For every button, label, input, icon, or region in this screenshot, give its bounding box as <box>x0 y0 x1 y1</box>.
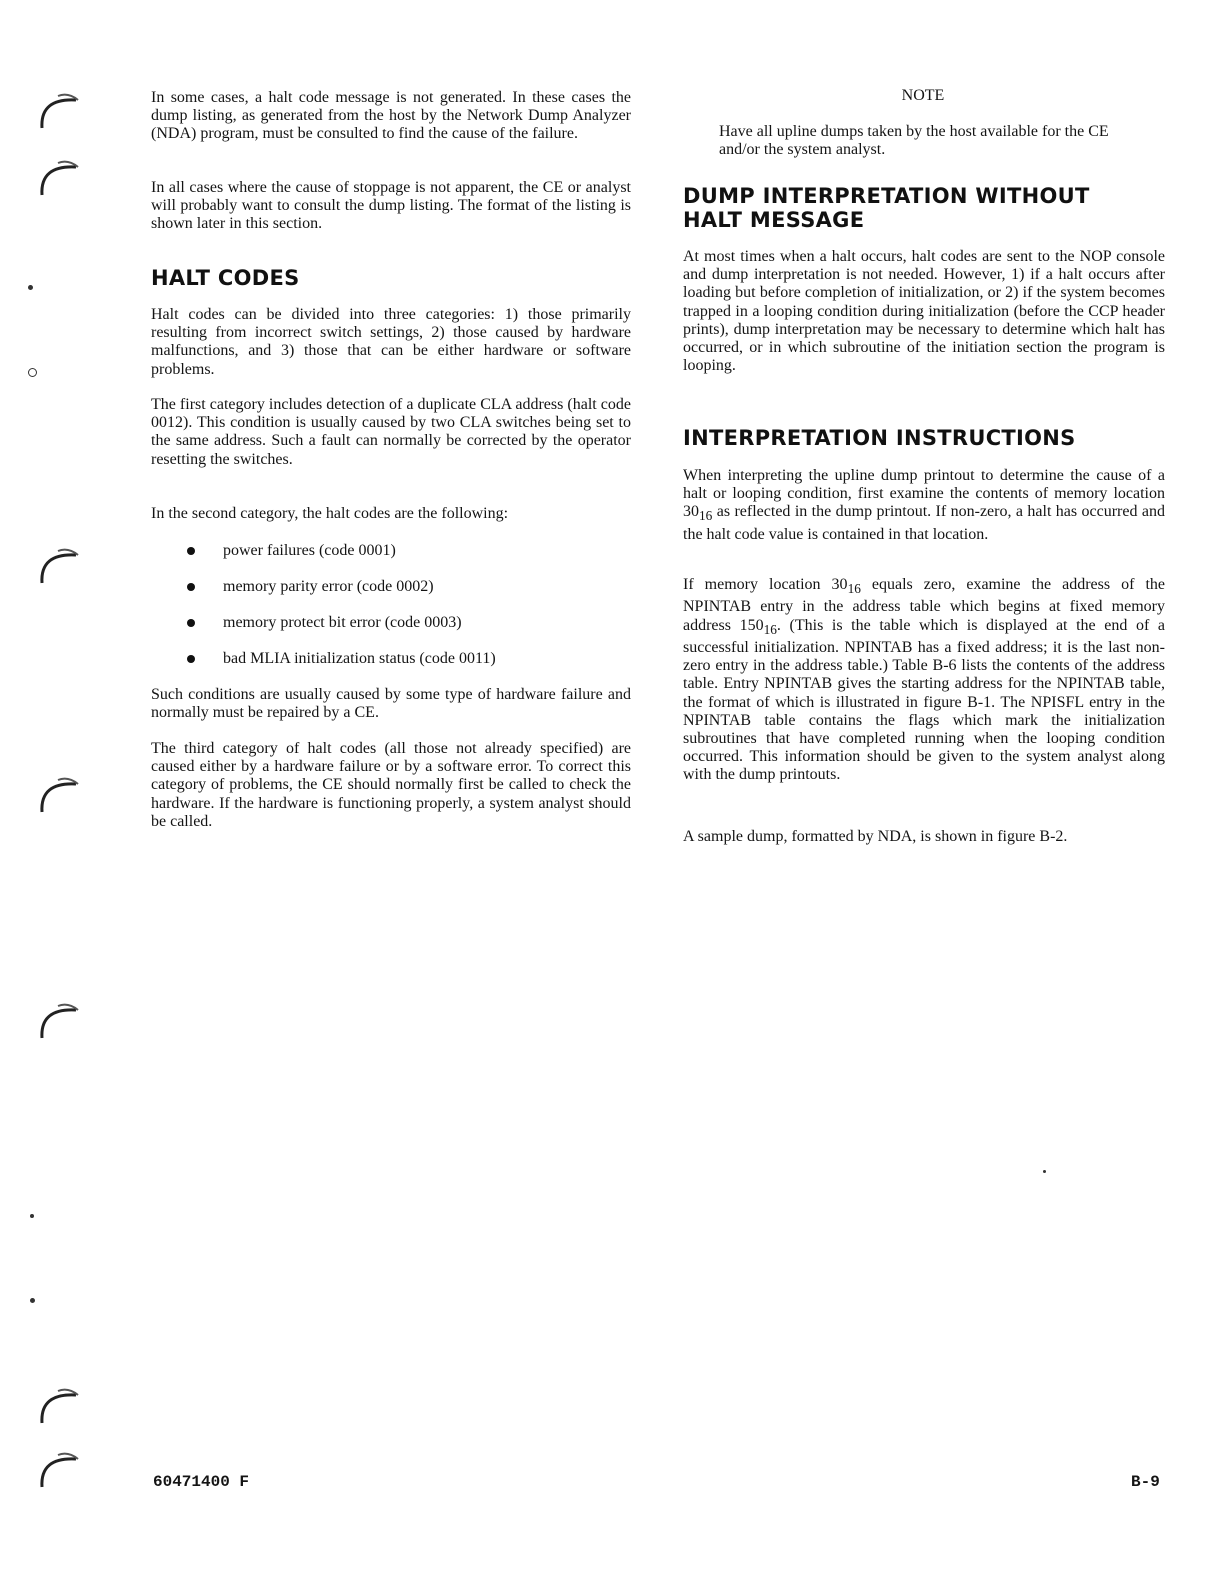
punch-hole-mark <box>36 772 82 816</box>
note-text: Have all upline dumps taken by the host available for the CE and/or the system analyst. <box>719 123 1109 159</box>
categories-paragraph: Halt codes can be divided into three categories: 1) those primarily resulting from incorrect switch settings, 2) those caused by hardware malfunctions, and 3) those that can be either hardware or software problems. <box>151 306 631 378</box>
list-item <box>151 614 631 650</box>
npintab-paragraph: If memory location $30_{16}$ equals zero, examine the address of the NPINTAB entry in the address table which begins at fixed memory address $150_{16}$. (This is the table which is displayed at the end of a successful initialization. NPINTAB has a fixed address; it is the last non-zero entry in the address table.) Table B-6 lists the contents of the address table. Entry NPINTAB gives the starting address for the NPINTAB table, the format of which is illustrated in figure B-1. The NPISFL entry in the NPINTAB table contains the flags which mark the initialization subroutines that have completed running when the looping condition occurred. This information should be given to the system analyst along with the dump printouts. <box>683 576 1165 784</box>
scan-speck <box>30 1214 34 1218</box>
page-number: B-9 <box>1131 1473 1160 1491</box>
halt-code-list <box>151 542 631 686</box>
list-item-text: bad MLIA initialization status (code 0011) <box>223 650 496 667</box>
intro-paragraph: In some cases, a halt code message is not generated. In these cases the dump listing, as generated from the host by the Network Dump Analyzer (NDA) program, must be consulted to find the cause of the failure. <box>151 89 631 143</box>
punch-hole-mark <box>36 1383 82 1427</box>
bullet-icon <box>187 547 195 555</box>
stoppage-paragraph: In all cases where the cause of stoppage is not apparent, the CE or analyst will probably want to consult the dump listing. The format of the listing is shown later in this section. <box>151 179 631 233</box>
punch-hole-mark <box>36 88 82 132</box>
punch-hole-mark <box>36 998 82 1042</box>
list-item-text: memory parity error (code 0002) <box>223 578 434 595</box>
punch-hole-mark <box>36 543 82 587</box>
scan-speck <box>1043 1170 1046 1173</box>
scan-speck <box>30 1298 35 1303</box>
list-item-text: power failures (code 0001) <box>223 542 396 559</box>
first-category-paragraph: The first category includes detection of a duplicate CLA address (halt code 0012). This condition is usually caused by two CLA switches being set to the same address. Such a fault can normally be corrected by the operator resetting the switches. <box>151 396 631 468</box>
interpretation-instructions-heading: INTERPRETATION INSTRUCTIONS <box>683 426 1076 450</box>
bullet-icon <box>187 619 195 627</box>
punch-hole-mark <box>36 1447 82 1491</box>
third-category-paragraph: The third category of halt codes (all those not already specified) are caused either by a hardware failure or by a software error. To correct this category of problems, the CE should normally first be called to check the hardware. If the hardware is functioning properly, a system analyst should be called. <box>151 740 631 830</box>
sample-dump-paragraph: A sample dump, formatted by NDA, is shown in figure B-2. <box>683 828 1068 845</box>
punch-hole-mark <box>36 155 82 199</box>
bullet-icon <box>187 583 195 591</box>
list-item-text: memory protect bit error (code 0003) <box>223 614 462 631</box>
dump-interpretation-heading: DUMP INTERPRETATION WITHOUT <box>683 184 1090 208</box>
document-number: 60471400 F <box>153 1473 250 1491</box>
second-category-paragraph: In the second category, the halt codes are the following: <box>151 505 509 522</box>
list-item <box>151 542 631 578</box>
dump-interpretation-heading-line-2: HALT MESSAGE <box>683 208 865 232</box>
scan-speck <box>28 285 33 290</box>
list-item <box>151 650 631 686</box>
halt-occurrence-paragraph: At most times when a halt occurs, halt codes are sent to the NOP console and dump interpretation is not needed. However, 1) if a halt occurs after loading but before completion of initialization, or 2) if the system becomes trapped in a looping condition during initialization (before the CCP header prints), dump interpretation may be necessary to determine which halt has occurred, or in which subroutine of the initiation section the program is looping. <box>683 248 1165 375</box>
halt-codes-heading: HALT CODES <box>151 266 300 290</box>
bullet-icon <box>187 655 195 663</box>
note-label: NOTE <box>901 87 945 104</box>
scan-speck <box>28 368 37 377</box>
examine-location-paragraph: When interpreting the upline dump printout to determine the cause of a halt or looping condition, first examine the contents of memory location $30_{16}$ as reflected in the dump printout. If non-zero, a halt has occurred and the halt code value is contained in that location. <box>683 467 1165 543</box>
list-item <box>151 578 631 614</box>
hardware-failure-paragraph: Such conditions are usually caused by some type of hardware failure and normally must be repaired by a CE. <box>151 686 631 722</box>
